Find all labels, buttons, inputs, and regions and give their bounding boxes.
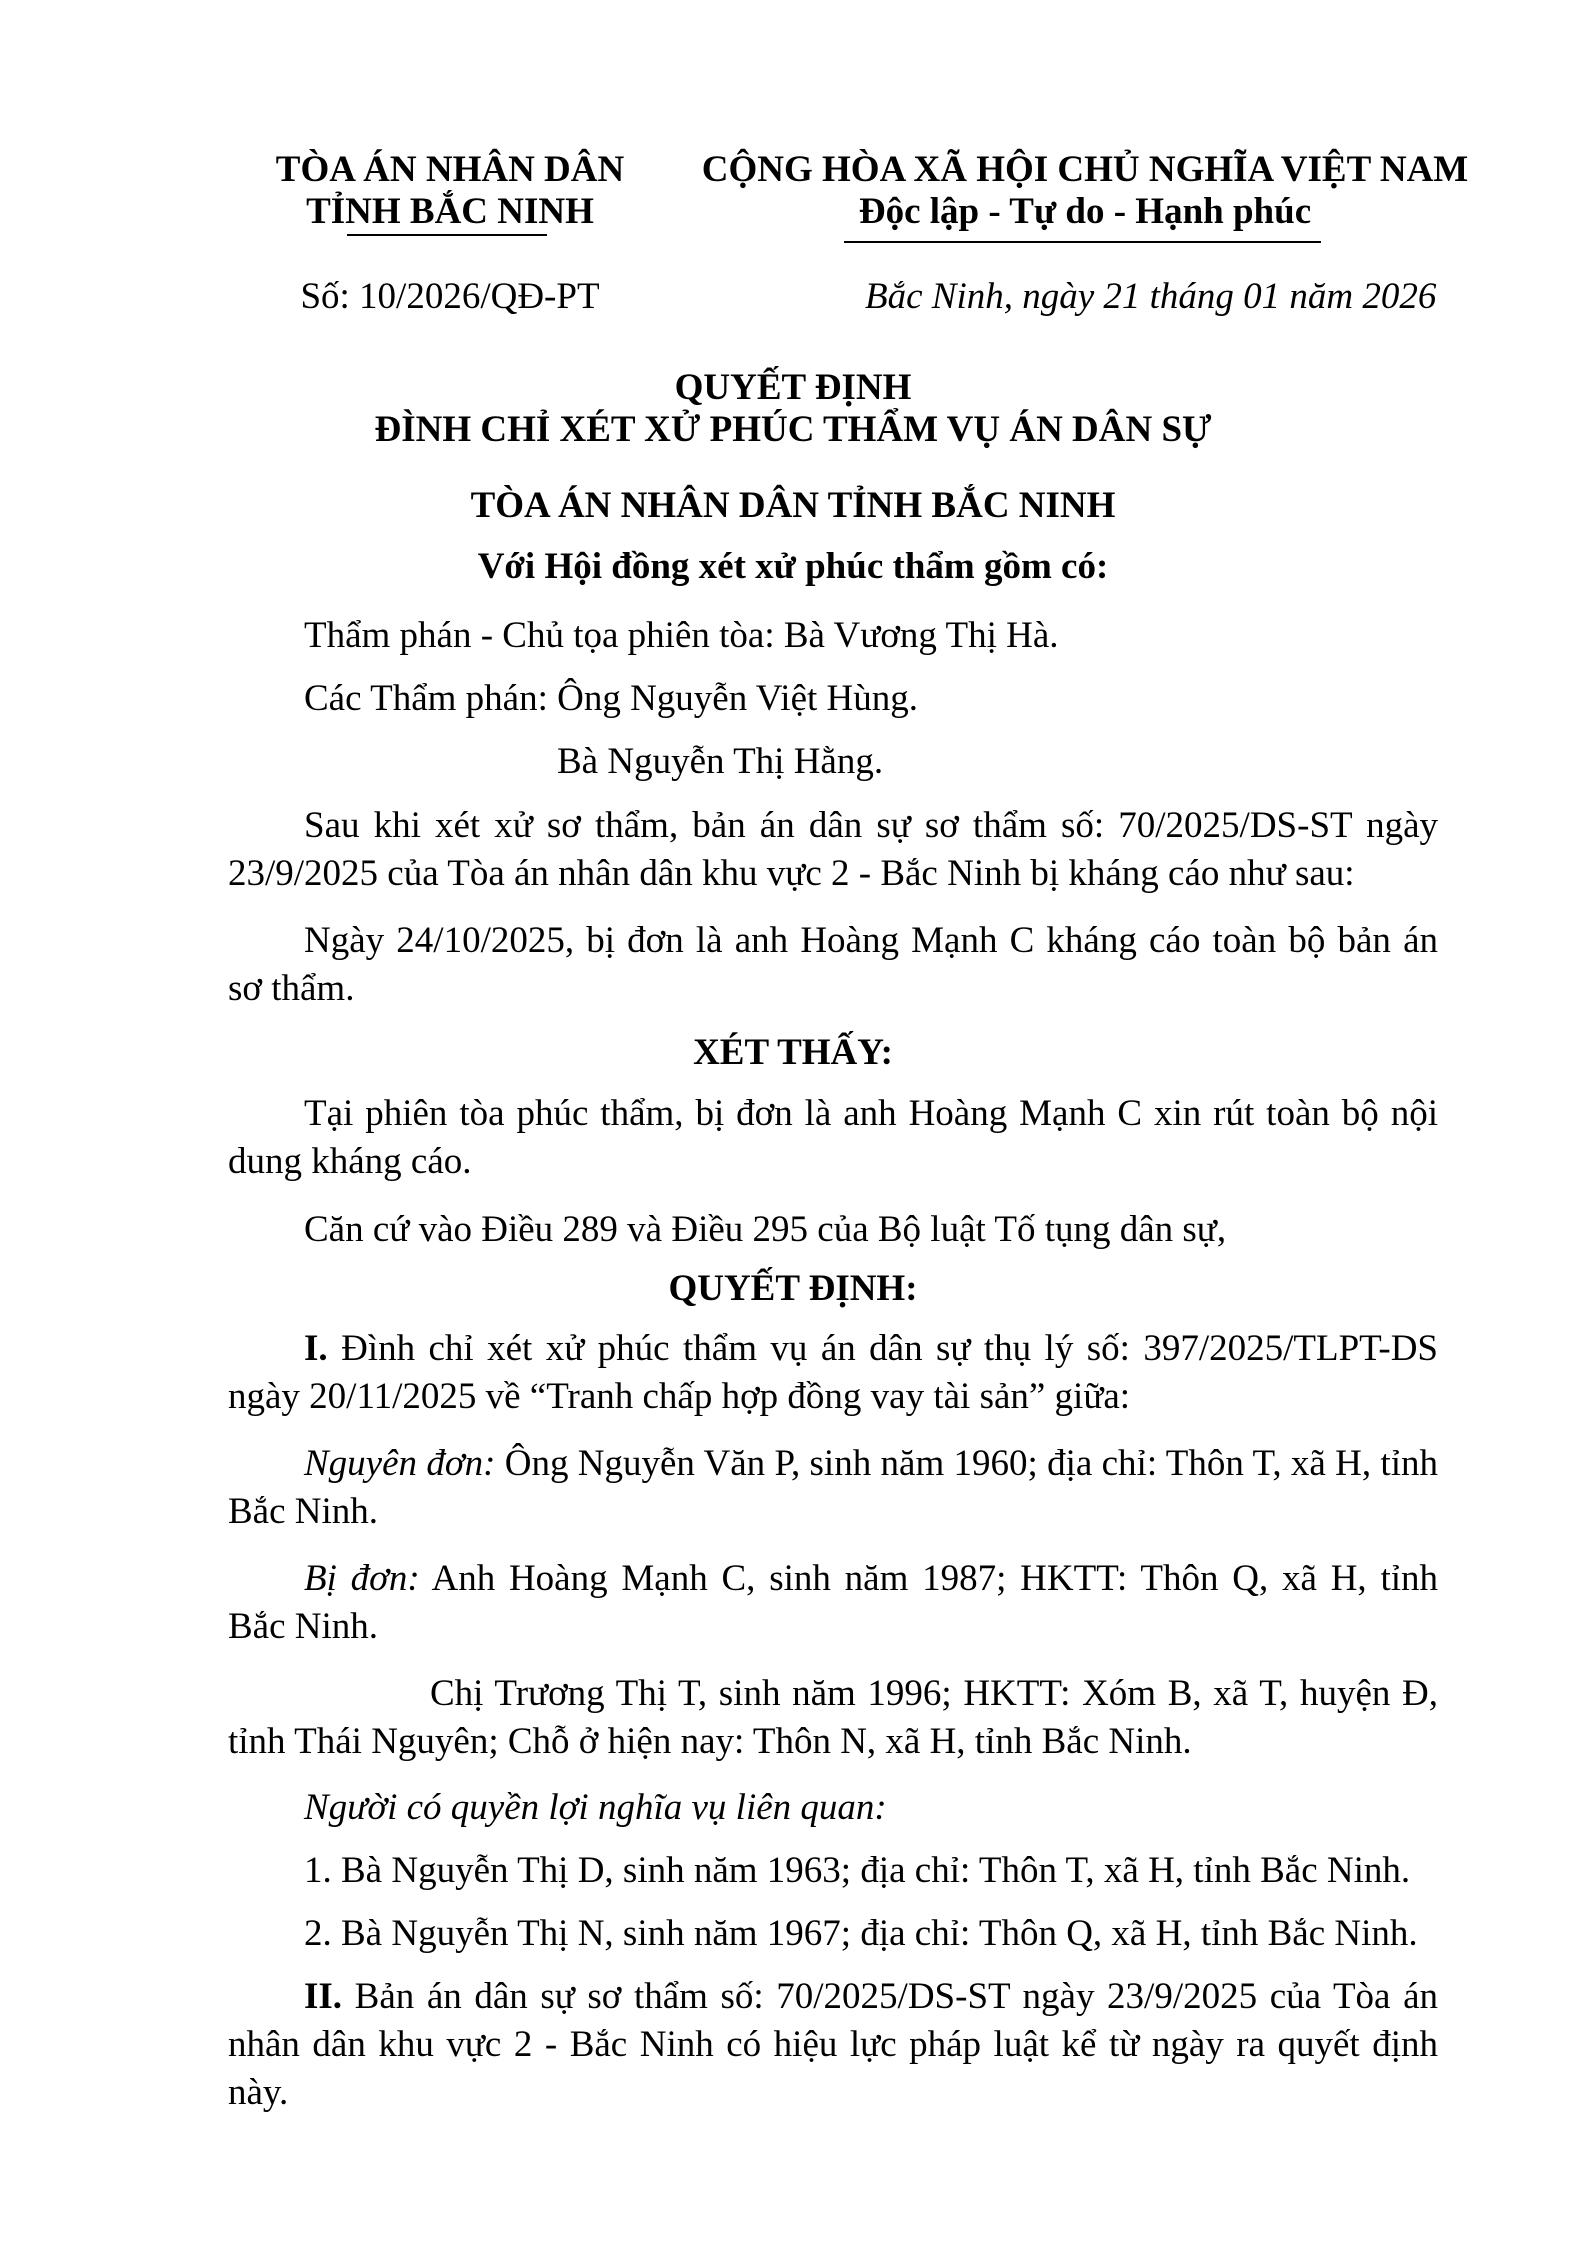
defendant-text: Anh Hoàng Mạnh C, sinh năm 1987; HKTT: Thôn Q, xã H, tỉnh Bắc Ninh. <box>228 1558 1438 1647</box>
item-1-label: I. <box>304 1328 328 1369</box>
plaintiff-label: Nguyên đơn: <box>304 1443 496 1484</box>
item-2-label: II. <box>304 1976 343 2017</box>
heading-findings: XÉT THẤY: <box>693 1032 893 1073</box>
title-line1: QUYẾT ĐỊNH <box>674 367 912 408</box>
panel-intro: Với Hội đồng xét xử phúc thẩm gồm có: <box>477 546 1109 587</box>
court-name-line2: TỈNH BẮC NINH <box>306 191 594 232</box>
judges: Các Thẩm phán: Ông Nguyễn Việt Hùng. <box>304 678 919 719</box>
paragraph-appeal-intro: Sau khi xét xử sơ thẩm, bản án dân sự sơ thẩm số: 70/2025/DS-ST ngày 23/9/2025 của Tòa án nhân dân khu vực 2 - Bắc Ninh bị kháng cáo như sau: <box>228 805 1438 894</box>
court-name-line1: TÒA ÁN NHÂN DÂN <box>275 149 625 190</box>
presiding-judge: Thẩm phán - Chủ tọa phiên tòa: Bà Vương Thị Hà. <box>304 615 1059 656</box>
decision-item-2 <box>228 1973 1438 2117</box>
defendant <box>228 1555 1438 1651</box>
heading-decision: QUYẾT ĐỊNH: <box>668 1268 918 1309</box>
issuing-court: TÒA ÁN NHÂN DÂN TỈNH BẮC NINH <box>470 485 1116 526</box>
paragraph-withdrawal: Tại phiên tòa phúc thẩm, bị đơn là anh Hoàng Mạnh C xin rút toàn bộ nội dung kháng cáo. <box>228 1093 1438 1182</box>
related-parties-label: Người có quyền lợi nghĩa vụ liên quan: <box>304 1787 887 1828</box>
defendant-label: Bị đơn: <box>304 1558 420 1599</box>
motto-underline <box>844 241 1321 243</box>
paragraph-legal-basis: Căn cứ vào Điều 289 và Điều 295 của Bộ luật Tố tụng dân sự, <box>304 1209 1227 1250</box>
plaintiff <box>228 1440 1438 1536</box>
nation-motto: Độc lập - Tự do - Hạnh phúc <box>858 191 1312 232</box>
place-date: Bắc Ninh, ngày 21 tháng 01 năm 2026 <box>865 276 1437 317</box>
defendant-2: Chị Trương Thị T, sinh năm 1996; HKTT: Xóm B, xã T, huyện Đ, tỉnh Thái Nguyên; Chỗ ở hiện nay: Thôn N, xã H, tỉnh Bắc Ninh. <box>228 1673 1438 1762</box>
nation-line1: CỘNG HÒA XÃ HỘI CHỦ NGHĨA VIỆT NAM <box>701 149 1469 190</box>
decision-number: Số: 10/2026/QĐ-PT <box>300 276 600 317</box>
related-party-2: 2. Bà Nguyễn Thị N, sinh năm 1967; địa chỉ: Thôn Q, xã H, tỉnh Bắc Ninh. <box>304 1913 1418 1954</box>
paragraph-appeal-date: Ngày 24/10/2025, bị đơn là anh Hoàng Mạnh C kháng cáo toàn bộ bản án sơ thẩm. <box>228 920 1438 1009</box>
related-party-1: 1. Bà Nguyễn Thị D, sinh năm 1963; địa chỉ: Thôn T, xã H, tỉnh Bắc Ninh. <box>304 1850 1411 1891</box>
decision-item-1 <box>228 1325 1438 1421</box>
court-underline <box>347 234 547 236</box>
judge-2: Bà Nguyễn Thị Hằng. <box>557 741 884 782</box>
item-1-text: Đình chỉ xét xử phúc thẩm vụ án dân sự thụ lý số: 397/2025/TLPT-DS ngày 20/11/2025 về “Tranh chấp hợp đồng vay tài sản” giữa: <box>228 1328 1438 1417</box>
plaintiff-text: Ông Nguyễn Văn P, sinh năm 1960; địa chỉ: Thôn T, xã H, tỉnh Bắc Ninh. <box>228 1443 1438 1532</box>
title-line2: ĐÌNH CHỈ XÉT XỬ PHÚC THẨM VỤ ÁN DÂN SỰ <box>374 409 1212 450</box>
item-2-text: Bản án dân sự sơ thẩm số: 70/2025/DS-ST ngày 23/9/2025 của Tòa án nhân dân khu vực 2 - Bắc Ninh có hiệu lực pháp luật kể từ ngày ra quyết định này. <box>228 1976 1438 2113</box>
